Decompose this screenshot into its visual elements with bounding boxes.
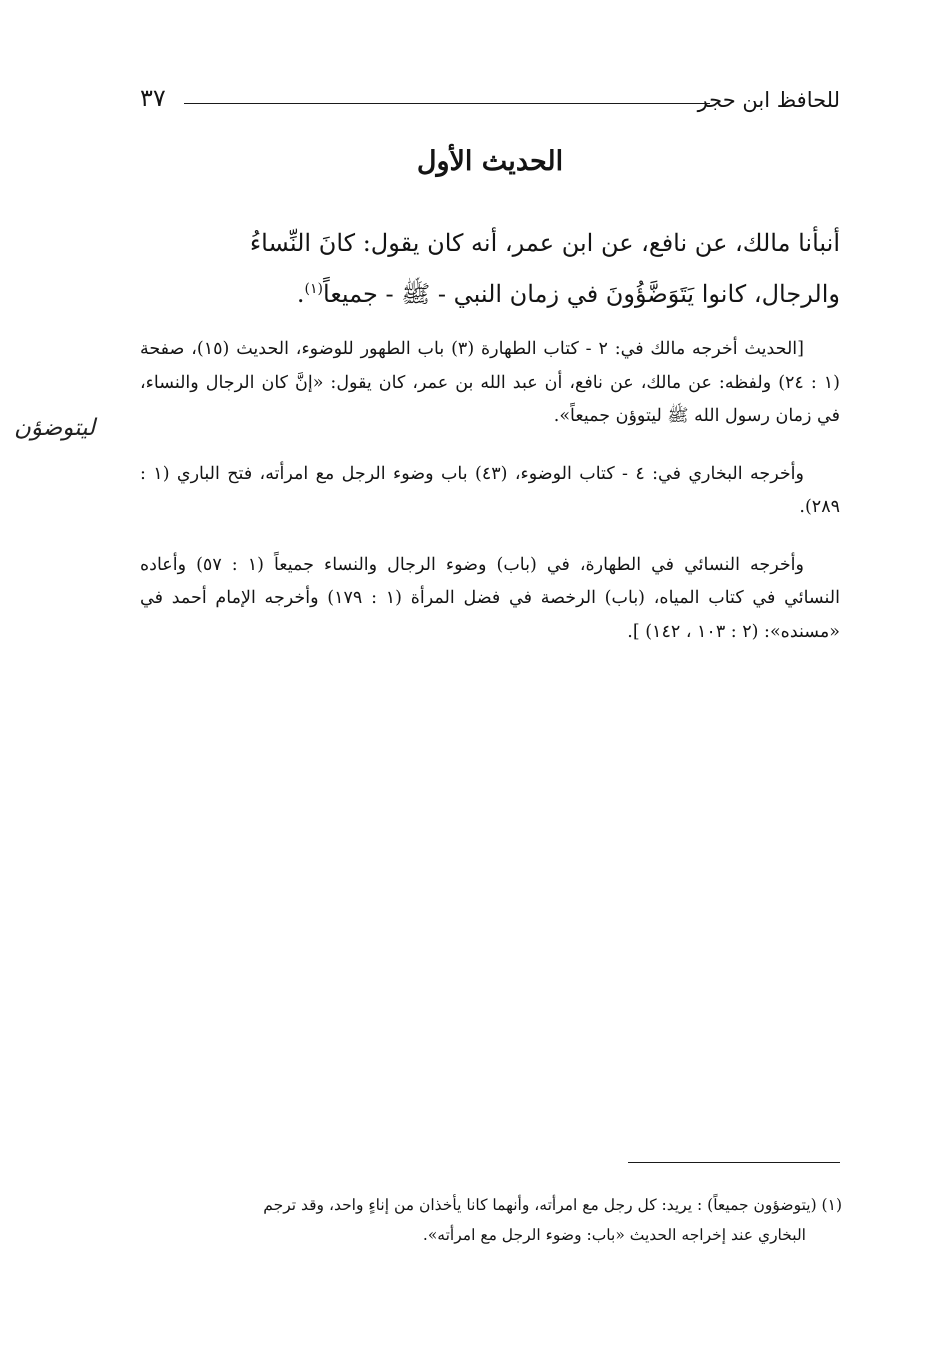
hadith-line-2-end: . (296, 280, 305, 308)
footnote (134, 1190, 842, 1250)
page-number: ٣٧ (140, 84, 166, 112)
header-rule (184, 103, 710, 104)
hadith-text (140, 220, 840, 317)
footnote-separator (628, 1162, 840, 1163)
handwritten-margin-note: ليتوضؤن (14, 415, 96, 441)
hadith-line-2 (140, 266, 840, 317)
hadith-line-1: أنبأنا مالك، عن نافع، عن ابن عمر، أنه كان يقول: كانَ النِّساءُ (249, 229, 840, 257)
commentary-paragraph-malik: [الحديث أخرجه مالك في: ٢ - كتاب الطهارة (٣) باب الطهور للوضوء، الحديث (١٥)، صفحة (١ : ٢٤) ولفظه: عن مالك، عن نافع، أن عبد الله بن عمر، كان يقول: «إنَّ كان الرجال والنساء، في زمان رسول الله ﷺ ليتوؤن جميعاً». (140, 339, 840, 426)
hadith-title: الحديث الأول (416, 146, 564, 177)
hadith-line-2-text: والرجال، كانوا يَتَوَضَّؤُونَ في زمان النبي - ﷺ - جميعاً (323, 280, 840, 308)
footnote-reference[interactable]: (١) (304, 281, 324, 297)
footnote-line-2: البخاري عند إخراجه الحديث «باب: وضوء الرجل مع امرأته». (422, 1226, 806, 1244)
page-header (140, 84, 840, 120)
commentary-paragraph-nasai: وأخرجه النسائي في الطهارة، في (باب) وضوء الرجال والنساء جميعاً (١ : ٥٧) وأعاده النسائي في كتاب المياه، (باب) الرخصة في فضل المرأة (١ : ١٧٩) وأخرجه الإمام أحمد في «مسنده»: (٢ : ١٠٣ ، ١٤٢) ]. (140, 554, 840, 642)
footnote-line-1: (١) (يتوضؤون جميعاً) : يريد: كل رجل مع امرأته، وأنهما كانا يأخذان من إناءٍ واحد، وقد ترجم (263, 1196, 842, 1214)
takhrij-commentary (140, 333, 840, 673)
commentary-paragraph-bukhari: وأخرجه البخاري في: ٤ - كتاب الوضوء، (٤٣) باب وضوء الرجل مع امرأته، فتح الباري (١ : ٢٨٩). (140, 463, 840, 517)
running-head-author: للحافظ ابن حجر (697, 88, 840, 112)
